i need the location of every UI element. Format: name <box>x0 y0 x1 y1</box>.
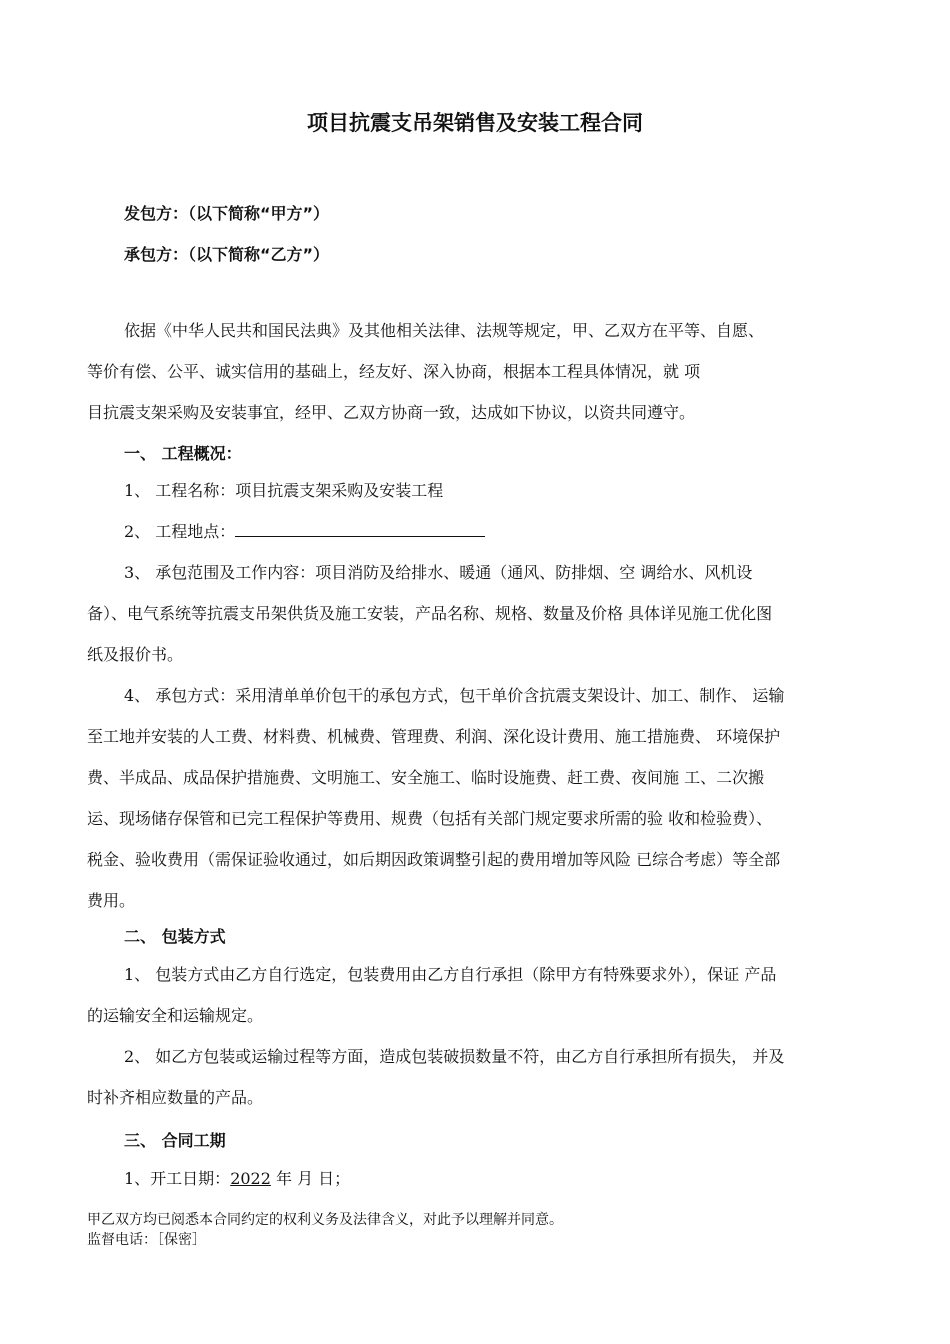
s1-item-4-line-6: 费用。 <box>87 891 136 910</box>
location-blank-field <box>235 522 485 537</box>
s2-item-2 <box>87 1036 877 1118</box>
intro-paragraph <box>87 310 877 433</box>
footer-agreement: 甲乙双方均已阅悉本合同约定的权利义务及法律含义，对此予以理解并同意。 <box>87 1212 563 1228</box>
party-b: 承包方：（以下简称“乙方”） <box>124 245 330 264</box>
s1-item-3-line-3: 纸及报价书。 <box>87 645 184 664</box>
start-date-year: 2022 <box>230 1169 271 1188</box>
s2-item-1 <box>87 954 877 1036</box>
s2-item-2-line-1: 2、 如乙方包装或运输过程等方面，造成包装破损数量不符，由乙方自行承担所有损失， 并及 <box>124 1047 785 1066</box>
intro-line-3: 目抗震支架采购及安装事宜，经甲、乙双方协商一致，达成如下协议，以资共同遵守。 <box>87 403 696 422</box>
party-a: 发包方：（以下简称“甲方”） <box>124 204 330 223</box>
s2-item-2-line-2: 时补齐相应数量的产品。 <box>87 1088 264 1107</box>
footer-phone: 监督电话：［保密］ <box>87 1232 206 1248</box>
start-date-label: 1、开工日期： <box>124 1169 231 1188</box>
document-title: 项目抗震支吊架销售及安装工程合同 <box>307 111 643 135</box>
s1-item-4-line-5: 税金、验收费用（需保证验收通过，如后期因政策调整引起的费用增加等风险 已综合考虑）等全部 <box>87 850 781 869</box>
s2-item-1-line-1: 1、 包装方式由乙方自行选定，包装费用由乙方自行承担（除甲方有特殊要求外），保证 产品 <box>124 965 777 984</box>
s1-item-4-line-3: 费、半成品、成品保护措施费、文明施工、安全施工、临时设施费、赶工费、夜间施 工、二次搬 <box>87 768 765 787</box>
s2-item-1-line-2: 的运输安全和运输规定。 <box>87 1006 264 1025</box>
s1-item-3 <box>87 552 877 675</box>
start-date-suffix: 年 月 日； <box>270 1169 351 1188</box>
s1-item-1 <box>87 470 877 511</box>
s1-item-1-text: 1、 工程名称：项目抗震支架采购及安装工程 <box>124 481 444 500</box>
s1-item-4-line-1: 4、 承包方式：采用清单单价包干的承包方式，包干单价含抗震支架设计、加工、制作、 运输 <box>124 686 785 705</box>
section-1-heading: 一、 工程概况： <box>124 444 242 463</box>
s1-item-3-line-1: 3、 承包范围及工作内容：项目消防及给排水、暖通（通风、防排烟、空 调给水、风机设 <box>124 563 753 582</box>
intro-line-1: 依据《中华人民共和国民法典》及其他相关法律、法规等规定，甲、乙双方在平等、自愿、 <box>124 321 765 340</box>
s1-item-4-line-4: 运、现场储存保管和已完工程保护等费用、规费（包括有关部门规定要求所需的验 收和检验费）、 <box>87 809 773 828</box>
s1-item-2 <box>87 511 877 552</box>
intro-line-2: 等价有偿、公平、诚实信用的基础上，经友好、深入协商，根据本工程具体情况，就 项 <box>87 362 701 381</box>
s1-item-2-text: 2、 工程地点： <box>124 522 236 541</box>
s1-item-4-line-2: 至工地并安装的人工费、材料费、机械费、管理费、利润、深化设计费用、施工措施费、 环境保护 <box>87 727 781 746</box>
s1-item-4 <box>87 675 877 921</box>
s3-item-1 <box>87 1158 877 1199</box>
section-3-heading: 三、 合同工期 <box>124 1131 226 1150</box>
s1-item-3-line-2: 备）、电气系统等抗震支吊架供货及施工安装，产品名称、规格、数量及价格 具体详见施工优化图 <box>87 604 773 623</box>
section-2-heading: 二、 包装方式 <box>124 927 226 946</box>
